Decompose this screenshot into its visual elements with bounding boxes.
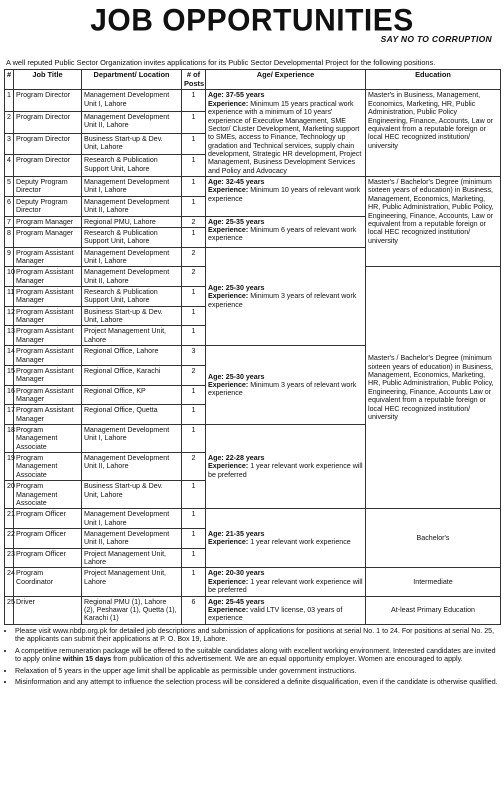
department-location: Regional Office, Quetta [82, 405, 182, 425]
department-location: Management Development Unit I, Lahore [82, 247, 182, 267]
department-location: Project Management Unit, Lahore [82, 568, 182, 596]
row-number: 1 [5, 90, 14, 112]
job-title: Driver [14, 596, 82, 624]
row-number: 18 [5, 425, 14, 453]
job-title: Program Assistant Manager [14, 346, 82, 366]
post-count: 1 [182, 196, 206, 216]
post-count: 1 [182, 287, 206, 307]
job-title: Program Management Associate [14, 425, 82, 453]
col-title: Job Title [14, 70, 82, 90]
education: At-least Primary Education [366, 596, 501, 624]
age-experience: Age: 37-55 years Experience: Minimum 15 years practical work experience with a minimum of 10 years' experience of Executive Management, SME Sector/ Cluster Development, Marketing support to SMEs, access to Finance, Technology up gradation and Technical services, supply chain development, Strategic HR development, Project Management, Business Development Services and Policy and Advocacy [206, 90, 366, 177]
post-count: 1 [182, 548, 206, 568]
department-location: Management Development Unit I, Lahore [82, 425, 182, 453]
education: Master's / Bachelor's Degree (minimum sixteen years of education) in Business, Management, Economics, Marketing, HR, Public Administration, Public Policy, Engineering, Finance, Accounts Law or equivalent from a reputable foreign or local HEC recognized institution/ university [366, 267, 501, 509]
row-number: 17 [5, 405, 14, 425]
header [4, 0, 500, 46]
post-count: 1 [182, 90, 206, 112]
post-count: 1 [182, 326, 206, 346]
job-title: Program Assistant Manager [14, 405, 82, 425]
note-item: • Relaxation of 5 years in the upper age limit shall be applicable as permissible under government instructions. [15, 667, 498, 676]
job-title: Program Director [14, 155, 82, 177]
post-count: 1 [182, 112, 206, 134]
department-location: Regional PMU (1), Lahore (2), Peshawar (1), Quetta (1), Karachi (1) [82, 596, 182, 624]
post-count: 3 [182, 346, 206, 366]
job-title: Deputy Program Director [14, 196, 82, 216]
job-title: Program Coordinator [14, 568, 82, 596]
age-experience: Age: 22-28 years Experience: 1 year relevant work experience will be preferred [206, 425, 366, 509]
job-title: Program Management Associate [14, 481, 82, 509]
col-dept: Department/ Location [82, 70, 182, 90]
row-number: 8 [5, 227, 14, 247]
note-item: • Misinformation and any attempt to influence the selection process will be considered a definite disqualification, even if the candidate is otherwise qualified. [15, 678, 498, 687]
department-location: Regional PMU, Lahore [82, 216, 182, 227]
job-title: Program Assistant Manager [14, 287, 82, 307]
row-number: 16 [5, 385, 14, 405]
age-experience: Age: 25-30 years Experience: Minimum 3 years of relevant work experience [206, 247, 366, 346]
age-experience: Age: 25-45 years Experience: valid LTV license, 03 years of experience [206, 596, 366, 624]
department-location: Regional Office, KP [82, 385, 182, 405]
age-experience: Age: 32-45 years Experience: Minimum 10 years of relevant work experience [206, 177, 366, 216]
department-location: Management Development Unit I, Lahore [82, 177, 182, 197]
col-posts: # of Posts [182, 70, 206, 90]
slogan: SAY NO TO CORRUPTION [380, 34, 492, 44]
post-count: 2 [182, 216, 206, 227]
job-title: Program Assistant Manager [14, 306, 82, 326]
table-row [5, 509, 501, 529]
post-count: 1 [182, 405, 206, 425]
row-number: 23 [5, 548, 14, 568]
department-location: Research & Publication Support Unit, Lahore [82, 227, 182, 247]
department-location: Business Start-up & Dev. Unit, Lahore [82, 133, 182, 155]
department-location: Business Start-up & Dev. Unit, Lahore [82, 481, 182, 509]
post-count: 1 [182, 155, 206, 177]
department-location: Management Development Unit II, Lahore [82, 453, 182, 481]
post-count: 1 [182, 529, 206, 549]
row-number: 25 [5, 596, 14, 624]
job-title: Program Assistant Manager [14, 267, 82, 287]
job-title: Program Manager [14, 216, 82, 227]
table-row [5, 568, 501, 596]
row-number: 10 [5, 267, 14, 287]
post-count: 6 [182, 596, 206, 624]
table-row [5, 177, 501, 197]
department-location: Management Development Unit II, Lahore [82, 112, 182, 134]
job-title: Program Officer [14, 509, 82, 529]
education: Bachelor's [366, 509, 501, 568]
row-number: 12 [5, 306, 14, 326]
post-count: 1 [182, 306, 206, 326]
department-location: Project Management Unit, Lahore [82, 548, 182, 568]
job-title: Program Assistant Manager [14, 365, 82, 385]
col-edu: Education [366, 70, 501, 90]
page-title: JOB OPPORTUNITIES [90, 3, 414, 38]
job-title: Program Director [14, 133, 82, 155]
col-age: Age/ Experience [206, 70, 366, 90]
notes [6, 627, 498, 687]
post-count: 1 [182, 568, 206, 596]
row-number: 24 [5, 568, 14, 596]
department-location: Business Start-up & Dev. Unit, Lahore [82, 306, 182, 326]
department-location: Management Development Unit I, Lahore [82, 90, 182, 112]
row-number: 5 [5, 177, 14, 197]
table-row [5, 596, 501, 624]
job-title: Program Director [14, 90, 82, 112]
department-location: Management Development Unit II, Lahore [82, 196, 182, 216]
post-count: 2 [182, 247, 206, 267]
note-item: • Please visit www.nbdp.org.pk for detailed job descriptions and submission of applications for positions at serial No. 1 to 24. For positions at serial No. 25, the applicants can submit their applications at P. O. Box 19, Lahore. [15, 627, 498, 644]
age-experience: Age: 21-35 years Experience: 1 year relevant work experience [206, 509, 366, 568]
post-count: 1 [182, 481, 206, 509]
age-experience: Age: 25-35 years Experience: Minimum 6 years of relevant work experience [206, 216, 366, 247]
col-no: # [5, 70, 14, 90]
education: Intermediate [366, 568, 501, 596]
job-title: Program Officer [14, 529, 82, 549]
row-number: 3 [5, 133, 14, 155]
department-location: Regional Office, Lahore [82, 346, 182, 366]
job-title: Program Assistant Manager [14, 385, 82, 405]
row-number: 13 [5, 326, 14, 346]
post-count: 2 [182, 453, 206, 481]
job-title: Program Director [14, 112, 82, 134]
department-location: Research & Publication Support Unit, Lahore [82, 287, 182, 307]
job-title: Program Manager [14, 227, 82, 247]
note-item: • A competitive remuneration package will be offered to the suitable candidates along with excellent working environment. Interested candidates are invited to apply online within 15 days from publication of this advertisement. We are an equal opportunity employer. Women are encouraged to apply. [15, 647, 498, 664]
age-experience: Age: 20-30 years Experience: 1 year relevant work experience will be preferred [206, 568, 366, 596]
row-number: 14 [5, 346, 14, 366]
department-location: Project Management Unit, Lahore [82, 326, 182, 346]
department-location: Management Development Unit II, Lahore [82, 267, 182, 287]
row-number: 19 [5, 453, 14, 481]
post-count: 1 [182, 177, 206, 197]
post-count: 1 [182, 509, 206, 529]
education: Master's / Bachelor's Degree (minimum sixteen years of education) in Business, Management, Economics, Marketing, HR, Public Administration, Public Policy, Engineering, Finance, Accounts, Law or equivalent from a reputable foreign or local HEC recognized institution/ university [366, 177, 501, 267]
row-number: 21 [5, 509, 14, 529]
department-location: Regional Office, Karachi [82, 365, 182, 385]
row-number: 11 [5, 287, 14, 307]
post-count: 1 [182, 385, 206, 405]
job-title: Program Assistant Manager [14, 326, 82, 346]
row-number: 2 [5, 112, 14, 134]
department-location: Research & Publication Support Unit, Lahore [82, 155, 182, 177]
post-count: 1 [182, 227, 206, 247]
post-count: 1 [182, 133, 206, 155]
intro-text: A well reputed Public Sector Organization invites applications for its Public Sector Developmental Project for the following positions. [6, 58, 436, 67]
row-number: 15 [5, 365, 14, 385]
post-count: 2 [182, 365, 206, 385]
row-number: 7 [5, 216, 14, 227]
row-number: 20 [5, 481, 14, 509]
education: Master's in Business, Management, Economics, Marketing, HR, Public Administration, Public Policy Engineering, Finance, Accounts, Law or equivalent from a reputable foreign or local HEC recognized institution/ university [366, 90, 501, 177]
age-experience: Age: 25-30 years Experience: Minimum 3 years of relevant work experience [206, 346, 366, 425]
job-title: Program Management Associate [14, 453, 82, 481]
jobs-table [4, 69, 501, 625]
row-number: 22 [5, 529, 14, 549]
table-header-row [5, 70, 501, 90]
department-location: Management Development Unit I, Lahore [82, 509, 182, 529]
job-title: Program Assistant Manager [14, 247, 82, 267]
job-title: Deputy Program Director [14, 177, 82, 197]
row-number: 4 [5, 155, 14, 177]
post-count: 2 [182, 267, 206, 287]
post-count: 1 [182, 425, 206, 453]
row-number: 6 [5, 196, 14, 216]
job-title: Program Officer [14, 548, 82, 568]
table-row [5, 90, 501, 112]
department-location: Management Development Unit II, Lahore [82, 529, 182, 549]
row-number: 9 [5, 247, 14, 267]
